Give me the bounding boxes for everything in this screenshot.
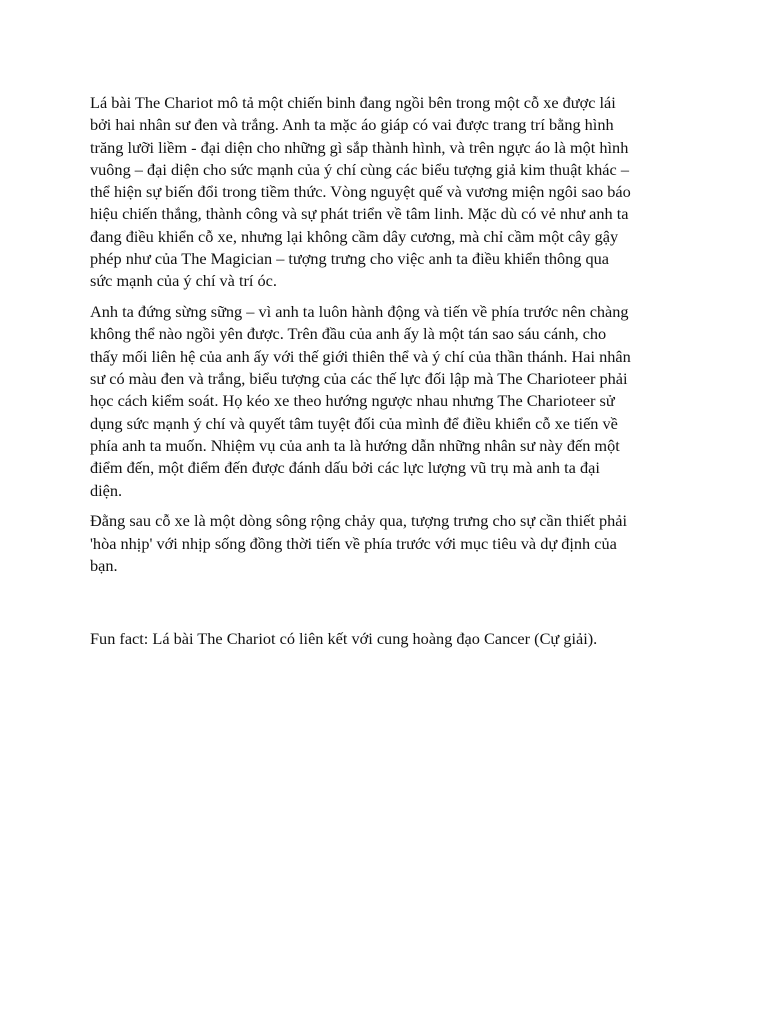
paragraph-river: Đằng sau cỗ xe là một dòng sông rộng chảy qua, tượng trưng cho sự cần thiết phải 'hòa nhịp' với nhịp sống đồng thời tiến về phía trước với mục tiêu và dự định của bạn. — [90, 511, 627, 575]
body-text — [90, 92, 690, 586]
paragraph-charioteer-standing: Anh ta đứng sừng sững – vì anh ta luôn hành động và tiến về phía trước nên chàng không thể nào ngồi yên được. Trên đầu của anh ấy là một tán sao sáu cánh, cho thấy mối liên hệ của anh ấy với thế giới thiên thể và ý chí của thần thánh. Hai nhân sư có màu đen và trắng, biểu tượng của các thế lực đối lập mà The Charioteer phải học cách kiểm soát. Họ kéo xe theo hướng ngược nhau nhưng The Charioteer sử dụng sức mạnh ý chí và quyết tâm tuyệt đối của mình để điều khiển cỗ xe tiến về phía anh ta muốn. Nhiệm vụ của anh ta là hướng dẫn những nhân sư này đến một điểm đến, một điểm đến được đánh dấu bởi các lực lượng vũ trụ mà anh ta đại diện. — [90, 302, 631, 500]
paragraph-chariot-description: Lá bài The Chariot mô tả một chiến binh đang ngồi bên trong một cỗ xe được lái bởi hai nhân sư đen và trắng. Anh ta mặc áo giáp có vai được trang trí bằng hình trăng lưỡi liềm - đại diện cho những gì sắp thành hình, và trên ngực áo là một hình vuông – đại diện cho sức mạnh của ý chí cùng các biểu tượng giả kim thuật khác – thể hiện sự biến đổi trong tiềm thức. Vòng nguyệt quế và vương miện ngôi sao báo hiệu chiến thắng, thành công và sự phát triển về tâm linh. Mặc dù có vẻ như anh ta đang điều khiển cỗ xe, nhưng lại không cầm dây cương, mà chỉ cầm một cây gậy phép như của The Magician – tượng trưng cho việc anh ta điều khiển thông qua sức mạnh của ý chí và trí óc. — [90, 93, 631, 291]
fun-fact: Fun fact: Lá bài The Chariot có liên kết với cung hoàng đạo Cancer (Cự giải). — [90, 629, 598, 648]
